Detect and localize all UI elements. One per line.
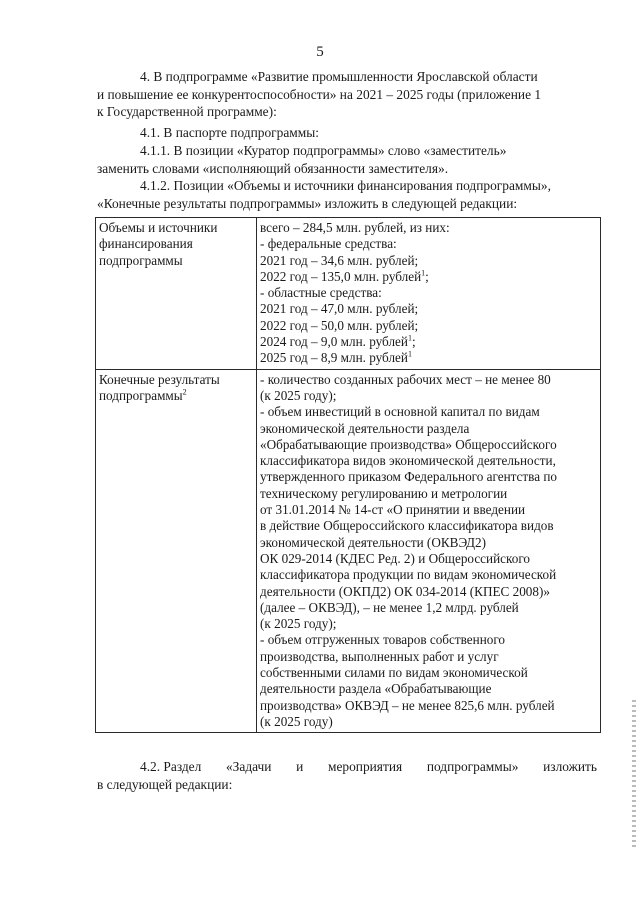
word: подпрограммы» [426,759,519,774]
cell-text-part: 2024 год – 9,0 млн. рублей [260,334,408,350]
paragraph-4-1-1 [97,142,597,177]
cell-text: от 31.01.2014 № 14-ст «О принятии и введении [260,502,526,518]
cell-text: «Обрабатывающие производства» Общероссийского [260,436,557,452]
cell-text: всего – 284,5 млн. рублей, из них: [260,220,450,235]
footnote-mark: 1 [407,349,412,359]
cell-text-part: 2025 год – 8,9 млн. рублей [260,350,408,366]
cell-text-part: ; [425,268,429,284]
paragraph-4 [97,68,597,121]
footnote-mark: 1 [421,268,426,278]
paragraph-line: заменить словами «исполняющий обязанности заместителя». [97,160,449,176]
cell-text: 2021 год – 47,0 млн. рублей; [260,301,419,317]
cell-text: - областные средства: [260,285,382,301]
word: 4.2. Раздел [140,759,202,774]
paragraph-line: 4.1. В паспорте подпрограммы: [140,125,319,140]
cell-text: Конечные результаты [99,371,220,387]
paragraph-4-1-2 [97,177,597,212]
word: мероприятия [327,759,403,774]
cell-text: (далее – ОКВЭД), – не менее 1,2 млрд. рублей [260,599,519,615]
paragraph-line: и повышение ее конкурентоспособности» на 2021 – 2025 годы (приложение 1 [97,86,542,102]
cell-text: в действие Общероссийского классификатора видов [260,518,554,534]
word: и [296,759,304,774]
cell-text-part: ; [411,334,416,350]
paragraph-line: в следующей редакции: [97,776,233,792]
paragraph-line: 4.1.2. Позиции «Объемы и источники финансирования подпрограммы», [140,178,551,193]
cell-text [260,269,597,285]
table-row [96,369,601,733]
table-row-label [96,369,257,733]
passport-table [95,217,601,733]
cell-text: - федеральные средства: [260,236,397,252]
cell-text: классификатора видов экономической деятельности, [260,453,556,469]
table-row-value [257,369,601,733]
paragraph-line [97,758,597,776]
cell-text: экономической деятельности (ОКВЭД2) [260,534,487,550]
paragraph-4-1 [97,124,597,142]
cell-text: деятельности (ОКПД2) ОК 034-2014 (КПЕС 2008)» [260,583,550,599]
cell-text: подпрограммы [99,252,183,268]
cell-text: классификатора продукции по видам экономической [260,567,557,583]
footnote-mark: 1 [407,333,412,343]
paragraph-4-2 [97,758,597,793]
cell-text: Объемы и источники [99,220,218,235]
cell-text: экономической деятельности раздела [260,420,470,436]
cell-text: производства, выполненных работ и услуг [260,648,499,664]
cell-text [260,350,597,366]
cell-text: - объем отгруженных товаров собственного [260,632,506,648]
cell-text: - количество созданных рабочих мест – не менее 80 [260,371,551,387]
paragraph-line: 4. В подпрограмме «Развитие промышленности Ярославской области [140,69,538,84]
cell-text: ОК 029-2014 (КДЕС Ред. 2) и Общероссийского [260,550,531,566]
cell-text: (к 2025 году); [260,387,337,403]
scan-edge-artifact [632,700,636,850]
cell-text: деятельности раздела «Обрабатывающие [260,681,492,697]
cell-text: утвержденного приказом Федерального агентства по [260,469,558,485]
cell-text: собственными силами по видам экономической [260,665,528,681]
cell-text-part: 2022 год – 135,0 млн. рублей [260,268,422,284]
paragraph-line: к Государственной программе): [97,104,277,119]
cell-text: (к 2025 году); [260,616,337,632]
cell-text: финансирования [99,236,193,252]
cell-text: 2022 год – 50,0 млн. рублей; [260,317,419,333]
cell-text: 2021 год – 34,6 млн. рублей; [260,252,419,268]
cell-text: (к 2025 году) [260,713,333,729]
cell-text: техническому регулированию и метрологии [260,485,508,501]
cell-text: производства» ОКВЭД – не менее 825,6 млн. рублей [260,697,555,713]
word: изложить [543,759,597,774]
table-row [96,218,601,370]
table-row-value [257,218,601,370]
cell-text: - объем инвестиций в основной капитал по видам [260,404,540,420]
cell-text [99,388,253,404]
table-row-label [96,218,257,370]
cell-text-part: подпрограммы [99,387,183,403]
word: «Задачи [225,759,272,774]
paragraph-line: 4.1.1. В позиции «Куратор подпрограммы» слово «заместитель» [140,143,507,158]
page-number: 5 [316,44,324,60]
paragraph-line: «Конечные результаты подпрограммы» изложить в следующей редакции: [97,195,518,211]
cell-text [260,334,597,350]
footnote-mark: 2 [182,387,187,397]
